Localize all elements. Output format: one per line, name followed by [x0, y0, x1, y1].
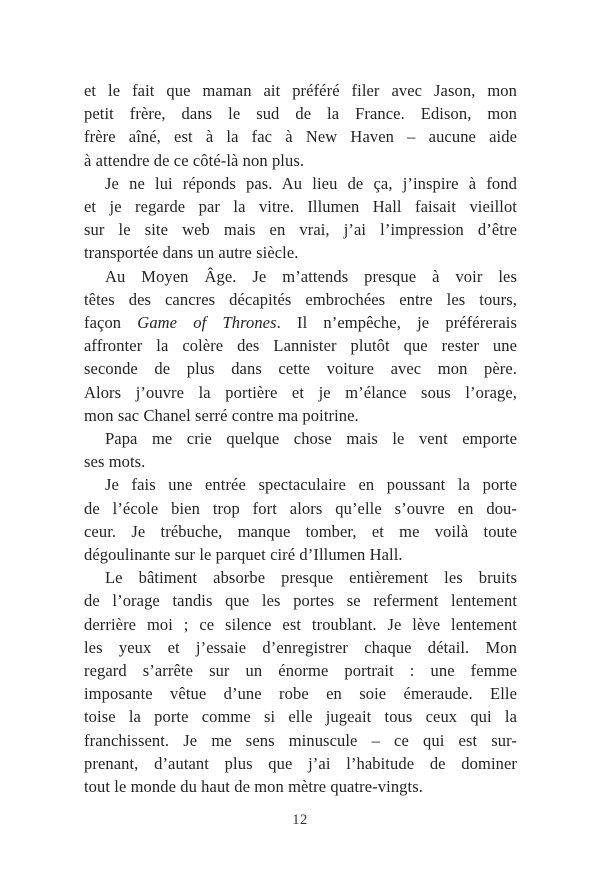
paragraph: [84, 427, 517, 473]
text-line: [84, 659, 517, 682]
paragraph: [84, 473, 517, 566]
text-segment: de l’orage tandis que les portes se referment lentement: [84, 591, 517, 611]
text-segment: prenant, d’autant plus que j’ai l’habitude de dominer: [84, 753, 517, 773]
text-line: [84, 357, 517, 380]
text-line: [84, 497, 517, 520]
text-segment: transportée dans un autre siècle.: [84, 243, 299, 263]
text-line: [84, 311, 517, 334]
text-line: [84, 79, 517, 102]
text-segment: Je fais une entrée spectaculaire en poussant la porte: [105, 475, 517, 495]
text-line: [84, 288, 517, 311]
text-line: [84, 729, 517, 752]
text-line: [84, 334, 517, 357]
text-segment: à attendre de ce côté-là non plus.: [84, 150, 305, 170]
text-line: [84, 241, 517, 264]
text-segment: . Il n’empêche, je préférerais: [276, 313, 517, 333]
text-segment: toise la porte comme si elle jugeait tous ceux qui la: [84, 707, 517, 727]
text-segment: petit frère, dans le sud de la France. Edison, mon: [84, 104, 517, 124]
text-line: [84, 265, 517, 288]
italic-text: Game of Thrones: [137, 313, 277, 333]
text-segment: les yeux et j’essaie d’enregistrer chaque détail. Mon: [84, 637, 517, 657]
text-segment: franchissent. Je me sens minuscule – ce qui est sur-: [84, 730, 517, 750]
page-text: [84, 79, 517, 798]
text-segment: seconde de plus dans cette voiture avec mon père.: [84, 359, 517, 379]
page-number: 12: [292, 812, 308, 828]
text-line: [84, 149, 517, 172]
paragraph: [84, 172, 517, 265]
text-line: [84, 172, 517, 195]
text-line: [84, 404, 517, 427]
text-line: [84, 682, 517, 705]
text-segment: de l’école bien trop fort alors qu’elle s’ouvre en dou-: [84, 498, 517, 518]
text-segment: et le fait que maman ait préféré filer avec Jason, mon: [84, 81, 517, 100]
text-line: [84, 613, 517, 636]
text-segment: regard s’arrête sur un énorme portrait : une femme: [84, 661, 517, 681]
text-segment: Papa me crie quelque chose mais le vent emporte: [105, 429, 517, 449]
text-line: [84, 381, 517, 404]
text-line: [84, 705, 517, 728]
text-segment: Alors j’ouvre la portière et je m’élance sous l’orage,: [84, 382, 517, 402]
text-line: [84, 473, 517, 496]
text-line: [84, 520, 517, 543]
text-segment: mon sac Chanel serré contre ma poitrine.: [84, 405, 359, 425]
text-segment: tout le monde du haut de mon mètre quatre-vingts.: [84, 777, 423, 797]
text-line: [84, 125, 517, 148]
text-line: [84, 775, 517, 798]
text-segment: têtes des cancres décapités embrochées entre les tours,: [84, 289, 517, 309]
text-line: [84, 589, 517, 612]
text-segment: ceur. Je trébuche, manque tomber, et me voilà toute: [84, 521, 517, 541]
text-segment: et je regarde par la vitre. Illumen Hall faisait vieillot: [84, 197, 517, 217]
text-segment: frère aîné, est à la fac à New Haven – aucune aide: [84, 127, 517, 147]
text-line: [84, 427, 517, 450]
text-line: [84, 195, 517, 218]
text-segment: façon: [84, 313, 138, 333]
paragraph: [84, 566, 517, 798]
text-segment: Je ne lui réponds pas. Au lieu de ça, j’inspire à fond: [105, 173, 517, 193]
text-segment: Le bâtiment absorbe presque entièrement les bruits: [105, 568, 517, 588]
text-segment: affronter la colère des Lannister plutôt que rester une: [84, 336, 517, 356]
text-segment: ses mots.: [84, 452, 146, 472]
text-line: [84, 566, 517, 589]
text-line: [84, 218, 517, 241]
paragraph: [84, 79, 517, 172]
text-segment: Au Moyen Âge. Je m’attends presque à voir les: [105, 266, 517, 286]
text-line: [84, 543, 517, 566]
text-line: [84, 636, 517, 659]
text-segment: imposante vêtue d’une robe en soie émeraude. Elle: [84, 684, 517, 704]
text-segment: derrière moi ; ce silence est troublant. Je lève lentement: [84, 614, 517, 634]
paragraph: [84, 265, 517, 427]
text-line: [84, 752, 517, 775]
text-segment: dégoulinante sur le parquet ciré d’Illumen Hall.: [84, 545, 403, 565]
text-segment: sur le site web mais en vrai, j’ai l’impression d’être: [84, 220, 517, 240]
text-line: [84, 450, 517, 473]
text-line: [84, 102, 517, 125]
